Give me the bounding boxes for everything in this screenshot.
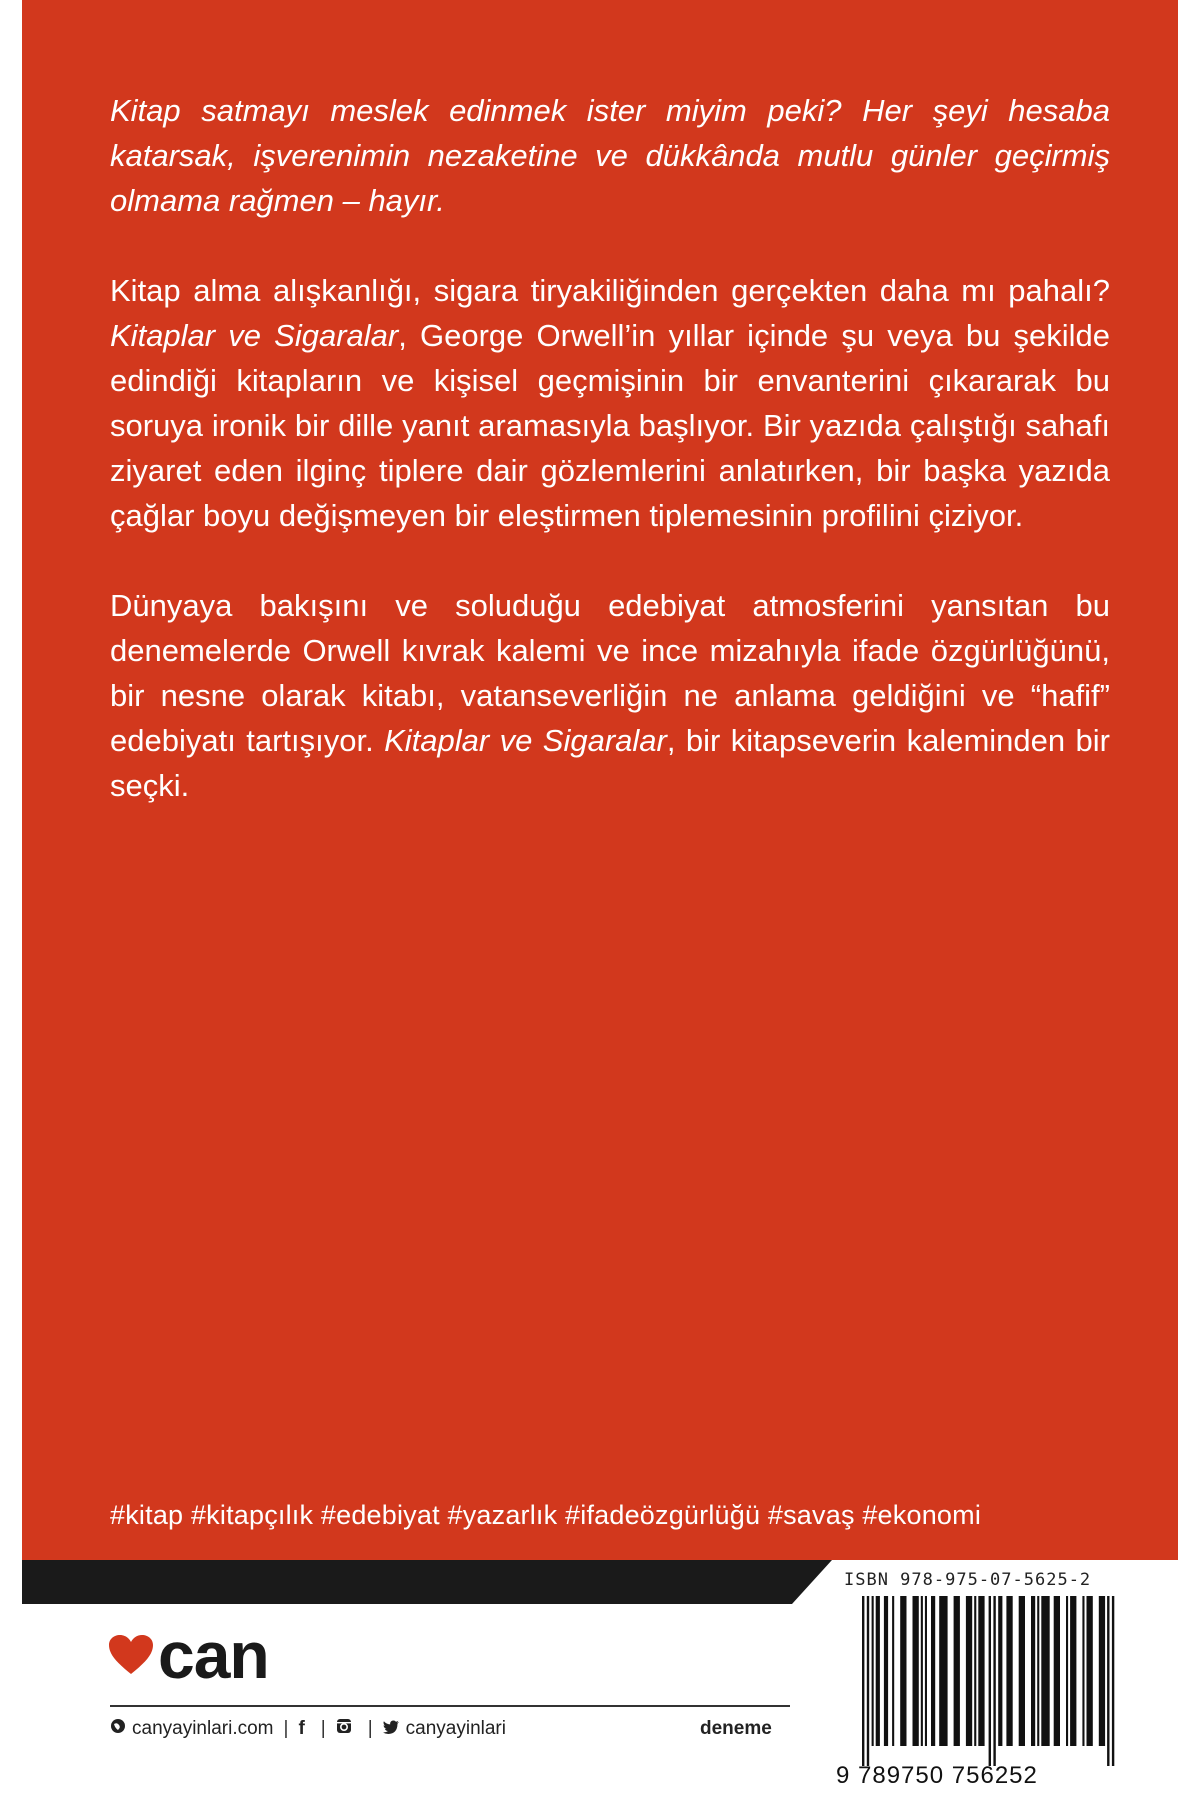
black-band — [22, 1560, 792, 1604]
blurb-quote: Kitap satmayı meslek edinmek ister miyim peki? Her şeyi hesaba katarsak, işverenimin nezaketine ve dükkânda mutlu günler geçirmiş olmama rağmen – hayır. — [110, 93, 1110, 218]
globe-icon — [110, 1718, 126, 1740]
facebook-icon[interactable]: f — [298, 1718, 305, 1739]
separator: | — [320, 1718, 326, 1739]
barcode — [858, 1596, 1168, 1766]
blurb-paragraph-1-end: , George Orwell’in yıllar içinde şu veya bu şekilde edindiği kitapların ve kişisel geçmişinin bir envanterini çıkararak bu soruya ironik bir dille yanıt aramasıyla başlıyor. Bir yazıda çalıştığı sahafı ziyaret eden ilginç tiplere dair gözlemlerini anlatırken, bir başka yazıda çağlar boyu değişmeyen bir eleştirmen tiplemesinin profilini çiziyor. — [110, 318, 1110, 533]
book-title: Kitaplar ve Sigaralar — [384, 723, 667, 758]
publisher-logo — [108, 1618, 269, 1692]
separator: | — [367, 1718, 373, 1739]
logo-wordmark: can — [158, 1618, 269, 1692]
blurb-paragraph-2-start: Dünyaya bakışını ve soluduğu edebiyat atmosferini yansıtan bu denemelerde Orwell kıvrak kalemi ve ince mizahıyla ifade özgürlüğünü, bir nesne olarak kitabı, vatanseverliğin ne anlama geldiğini ve “hafif” edebiyatı tartışıyor. — [110, 588, 1110, 758]
publisher-footer — [110, 1718, 506, 1740]
book-title: Kitaplar ve Sigaralar — [110, 318, 399, 353]
blurb-paragraph-2-end: , bir kitapseverin kaleminden bir seçki. — [110, 723, 1110, 803]
separator: | — [283, 1718, 289, 1739]
blurb-paragraph-1 — [110, 268, 1110, 538]
genre-label: deneme — [700, 1718, 772, 1739]
twitter-icon[interactable] — [383, 1718, 400, 1740]
blurb-text — [110, 88, 1110, 853]
blurb-paragraph-1-start: Kitap alma alışkanlığı, sigara tiryakiliğinden gerçekten daha mı pahalı? — [110, 273, 1110, 308]
isbn-label: ISBN 978-975-07-5625-2 — [844, 1570, 1092, 1590]
instagram-icon[interactable] — [336, 1718, 352, 1740]
blurb-paragraph-2 — [110, 583, 1110, 808]
website-link[interactable]: canyayinlari.com — [132, 1718, 274, 1739]
social-handle[interactable]: canyayinlari — [405, 1718, 506, 1739]
footer-divider — [110, 1705, 790, 1707]
barcode-digits: 9 789750 756252 — [836, 1762, 1038, 1789]
heart-icon — [108, 1634, 154, 1676]
black-band-slant — [792, 1560, 832, 1604]
hashtags: #kitap #kitapçılık #edebiyat #yazarlık #ifadeözgürlüğü #savaş #ekonomi — [110, 1500, 982, 1530]
